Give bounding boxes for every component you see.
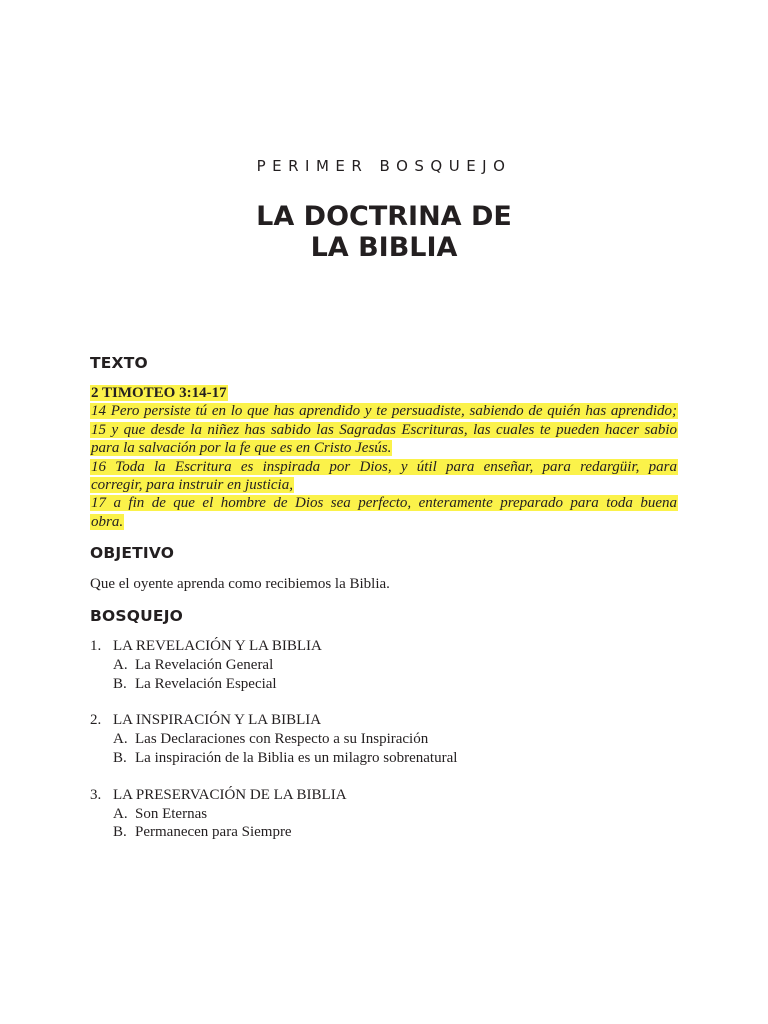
outline-subitem [90,675,457,694]
texto-heading: TEXTO [90,354,148,372]
subitem-text: Permanecen para Siempre [135,824,292,841]
outline-list [90,637,457,860]
scripture-line: 14 Pero persiste tú en lo que has aprendido y te persuadiste, sabiendo de quién has aprendido; [91,403,677,420]
scripture-passage [90,384,678,531]
section-title: LA INSPIRACIÓN Y LA BIBLIA [113,712,322,729]
scripture-line: 17 a fin de que el hombre de Dios sea perfecto, enteramente preparado para toda buena [91,495,677,512]
outline-section-1 [90,637,457,693]
page-title-line-2: LA BIBLIA [310,232,458,263]
outline-subitem [90,805,457,824]
subitem-text: Son Eternas [135,805,208,822]
subitem-letter: B. [113,749,127,766]
subitem-letter: B. [113,824,127,841]
objetivo-heading: OBJETIVO [90,544,175,562]
scripture-line: corregir, para instruir en justicia, [91,477,293,494]
bosquejo-heading: BOSQUEJO [90,607,184,625]
subitem-letter: B. [113,675,127,692]
outline-section-title [90,637,457,656]
scripture-line: obra. [91,513,124,530]
section-title: LA PRESERVACIÓN DE LA BIBLIA [113,786,347,803]
subitem-letter: A. [113,805,128,822]
subitem-text: Las Declaraciones con Respecto a su Inspiración [135,731,429,748]
page-title-line-1: LA DOCTRINA DE [256,201,512,232]
scripture-reference: 2 TIMOTEO 3:14-17 [91,385,227,401]
scripture-line: 16 Toda la Escritura es inspirada por Dios, y útil para enseñar, para redargüir, para [91,458,677,475]
section-number: 3. [90,786,102,803]
outline-subitem [90,730,457,749]
page-title [0,201,768,263]
outline-section-3 [90,786,457,842]
outline-section-2 [90,711,457,767]
outline-kicker: PERIMER BOSQUEJO [256,157,512,175]
section-number: 2. [90,712,102,729]
subitem-text: La inspiración de la Biblia es un milagro sobrenatural [135,749,458,766]
subitem-letter: A. [113,656,128,673]
outline-subitem [90,749,457,768]
outline-subitem [90,656,457,675]
objetivo-text: Que el oyente aprenda como recibiemos la Biblia. [90,576,390,592]
scripture-line: 15 y que desde la niñez has sabido las Sagradas Escrituras, las cuales te pueden hacer sabio [91,421,677,438]
subitem-text: La Revelación General [135,656,274,673]
section-title: LA REVELACIÓN Y LA BIBLIA [113,638,322,654]
outline-section-title [90,711,457,730]
outline-section-title [90,786,457,805]
scripture-line: para la salvación por la fe que es en Cristo Jesús. [91,440,392,457]
outline-subitem [90,823,457,842]
subitem-letter: A. [113,731,128,748]
section-number: 1. [90,638,102,654]
subitem-text: La Revelación Especial [135,675,277,692]
